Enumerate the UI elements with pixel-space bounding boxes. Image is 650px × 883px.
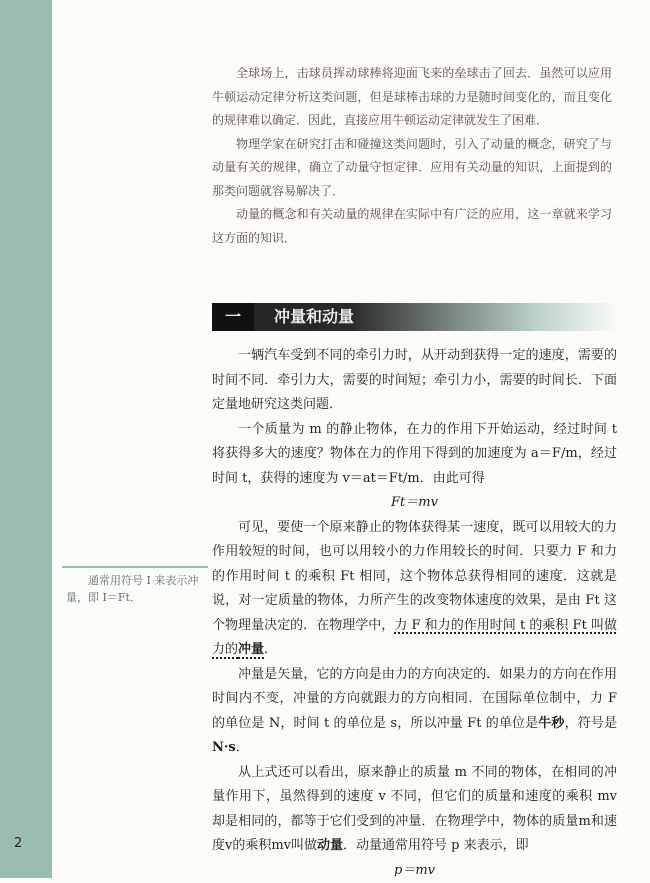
section-title: 冲量和动量: [274, 303, 354, 331]
body-paragraph: [212, 761, 617, 859]
formula-impulse: Ft＝mv: [212, 491, 617, 516]
paragraph-text: 可见，要使一个原来静止的物体获得某一速度，既可以用较大的力作用较短的时间，也可以用较小的力作用较长的时间．只要力 F 和力的作用时间 t 的乘积 Ft 相同，这个物体总获得相同的速度．这就是说，对一定质量的物体，力所产生的改变物体速度的效果，是由 Ft 这个物理量决定的．在物理学中，: [212, 520, 617, 633]
section-number: 一: [212, 303, 254, 331]
chapter-intro: [212, 62, 612, 250]
paragraph-text: ．: [264, 642, 277, 657]
side-note: 通常用符号 I 来表示冲量，即 I＝Ft．: [66, 572, 206, 606]
body-paragraph: [212, 516, 617, 663]
margin-band: [0, 0, 52, 878]
unit-name: 牛秒: [538, 716, 564, 731]
term-momentum: 动量: [317, 838, 343, 853]
paragraph-text: 冲量是矢量，它的方向是由力的方向决定的．如果力的方向在作用时间内不变，冲量的方向就跟力的方向相同．在国际单位制中，力 F 的单位是 N，时间 t 的单位是 s，所以冲量 Ft 的单位是: [212, 667, 617, 731]
paragraph-text: ．动量通常用符号 p 来表示，即: [343, 838, 529, 853]
paragraph-text: ，符号是: [565, 716, 617, 731]
paragraph-text: ．: [236, 740, 249, 755]
definition-highlight: 力 F 和力的作用时间 t 的乘积 Ft 叫做力的: [212, 618, 617, 658]
side-note-rule: [62, 566, 208, 568]
term-impulse: 冲量: [238, 642, 264, 657]
intro-paragraph: 全球场上，击球员挥动球棒将迎面飞来的垒球击了回去．虽然可以应用牛顿运动定律分析这类问题，但是球棒击球的力是随时间变化的，而且变化的规律难以确定．因此，直接应用牛顿运动定律就发生了困难．: [212, 62, 612, 133]
body-paragraph: [212, 663, 617, 761]
formula-momentum: p＝mv: [212, 859, 617, 883]
section-body: [212, 344, 617, 883]
body-paragraph: 一辆汽车受到不同的牵引力时，从开动到获得一定的速度，需要的时间不同．牵引力大，需要的时间短；牵引力小，需要的时间长．下面定量地研究这类问题．: [212, 344, 617, 418]
paragraph-text: 从上式还可以看出，原来静止的质量 m 不同的物体，在相同的冲量作用下，虽然得到的速度 v 不同，但它们的质量和速度的乘积 mv 却是相同的，都等于它们受到的冲量．在物理学中，物体的质量m和速度v的乘积mv叫做: [212, 765, 617, 854]
section-header: [212, 303, 617, 331]
body-paragraph: 一个质量为 m 的静止物体，在力的作用下开始运动，经过时间 t 将获得多大的速度？物体在力的作用下得到的加速度为 a＝F/m，经过时间 t，获得的速度为 v＝at＝Ft/m．由此可得: [212, 418, 617, 492]
intro-paragraph: 物理学家在研究打击和碰撞这类问题时，引入了动量的概念，研究了与动量有关的规律，确立了动量守恒定律．应用有关动量的知识，上面提到的那类问题就容易解决了．: [212, 133, 612, 204]
unit-symbol: N·s: [212, 740, 236, 755]
page-number: 2: [14, 836, 22, 851]
intro-paragraph: 动量的概念和有关动量的规律在实际中有广泛的应用，这一章就来学习这方面的知识．: [212, 203, 612, 250]
